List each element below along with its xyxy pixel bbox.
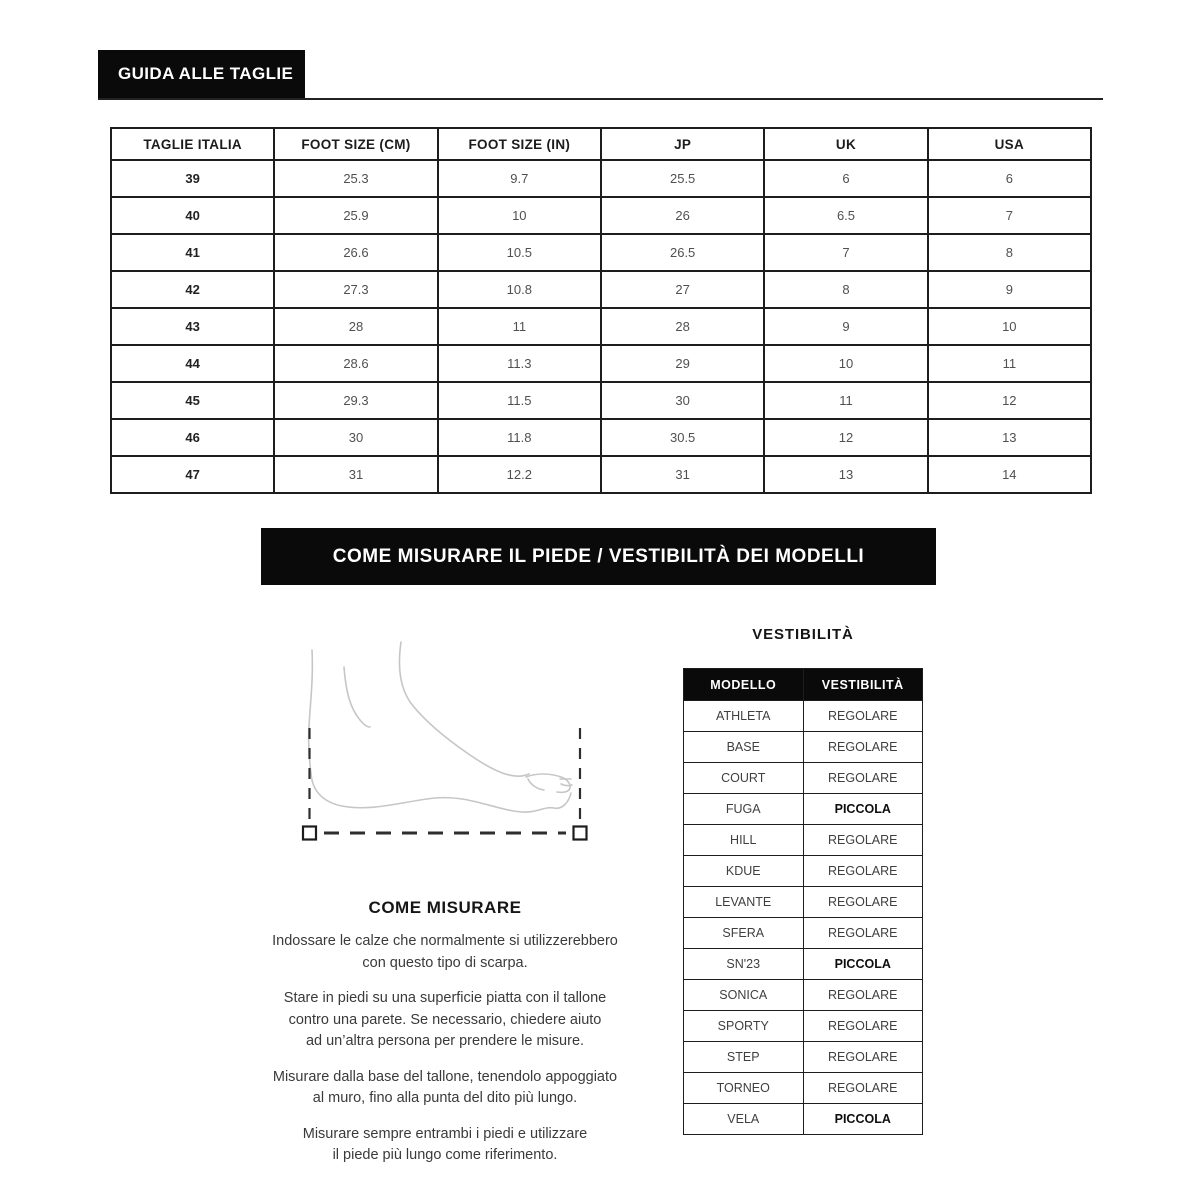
size-table-header-cell: UK bbox=[764, 128, 927, 160]
size-cell: 25.3 bbox=[274, 160, 437, 197]
size-cell: 6 bbox=[764, 160, 927, 197]
size-cell: 28 bbox=[274, 308, 437, 345]
fit-model-cell: LEVANTE bbox=[684, 887, 804, 918]
fit-table-row bbox=[684, 949, 923, 980]
fit-model-cell: SONICA bbox=[684, 980, 804, 1011]
fit-value-cell: REGOLARE bbox=[803, 763, 923, 794]
size-cell: 30 bbox=[601, 382, 764, 419]
size-cell: 26.5 bbox=[601, 234, 764, 271]
size-table-head-row bbox=[111, 128, 1091, 160]
fit-table-head-row bbox=[684, 669, 923, 701]
fit-model-cell: BASE bbox=[684, 732, 804, 763]
fit-table-row bbox=[684, 1104, 923, 1135]
fit-value-cell: REGOLARE bbox=[803, 825, 923, 856]
size-cell: 10.8 bbox=[438, 271, 601, 308]
fit-table-row bbox=[684, 763, 923, 794]
size-table-body bbox=[111, 160, 1091, 493]
fit-table-row bbox=[684, 794, 923, 825]
foot-measurement-diagram-icon bbox=[270, 600, 670, 890]
fit-value-cell: REGOLARE bbox=[803, 1042, 923, 1073]
fit-value-cell: REGOLARE bbox=[803, 980, 923, 1011]
measure-paragraph bbox=[225, 988, 665, 1053]
size-cell: 12.2 bbox=[438, 456, 601, 493]
fit-model-cell: HILL bbox=[684, 825, 804, 856]
fit-table-container bbox=[683, 668, 923, 1135]
size-cell: 11 bbox=[764, 382, 927, 419]
fit-model-cell: FUGA bbox=[684, 794, 804, 825]
fit-model-cell: ATHLETA bbox=[684, 701, 804, 732]
size-cell: 9 bbox=[764, 308, 927, 345]
measure-paragraph-line: Misurare dalla base del tallone, tenendolo appoggiato bbox=[272, 1068, 618, 1085]
size-cell: 6 bbox=[928, 160, 1091, 197]
fit-table-row bbox=[684, 732, 923, 763]
size-cell: 11 bbox=[438, 308, 601, 345]
size-cell: 6.5 bbox=[764, 197, 927, 234]
size-table-row bbox=[111, 197, 1091, 234]
size-table-row bbox=[111, 308, 1091, 345]
size-cell-italy: 44 bbox=[111, 345, 274, 382]
fit-value-cell: REGOLARE bbox=[803, 887, 923, 918]
size-cell: 25.5 bbox=[601, 160, 764, 197]
fit-model-cell: SPORTY bbox=[684, 1011, 804, 1042]
size-cell: 30 bbox=[274, 419, 437, 456]
size-cell: 7 bbox=[764, 234, 927, 271]
size-cell: 31 bbox=[601, 456, 764, 493]
fit-section-heading: VESTIBILITÀ bbox=[752, 626, 854, 643]
size-cell: 31 bbox=[274, 456, 437, 493]
fit-table-row bbox=[684, 980, 923, 1011]
fit-model-cell: SFERA bbox=[684, 918, 804, 949]
fit-table bbox=[683, 668, 923, 1135]
size-cell-italy: 39 bbox=[111, 160, 274, 197]
size-cell-italy: 45 bbox=[111, 382, 274, 419]
fit-value-cell: REGOLARE bbox=[803, 918, 923, 949]
size-cell-italy: 47 bbox=[111, 456, 274, 493]
measure-section-heading: COME MISURARE bbox=[368, 898, 522, 917]
fit-model-cell: KDUE bbox=[684, 856, 804, 887]
size-table-header-cell: FOOT SIZE (CM) bbox=[274, 128, 437, 160]
size-cell: 8 bbox=[928, 234, 1091, 271]
size-cell: 9.7 bbox=[438, 160, 601, 197]
measure-paragraph-line: Indossare le calze che normalmente si utilizzerebbero bbox=[272, 933, 618, 949]
fit-value-cell: PICCOLA bbox=[803, 794, 923, 825]
page-title: GUIDA ALLE TAGLIE bbox=[118, 64, 294, 83]
size-cell: 10.5 bbox=[438, 234, 601, 271]
size-cell-italy: 43 bbox=[111, 308, 274, 345]
measure-paragraphs bbox=[225, 931, 665, 1181]
size-cell: 14 bbox=[928, 456, 1091, 493]
size-cell: 29.3 bbox=[274, 382, 437, 419]
size-table-row bbox=[111, 419, 1091, 456]
size-cell: 30.5 bbox=[601, 419, 764, 456]
fit-value-cell: PICCOLA bbox=[803, 949, 923, 980]
size-cell: 9 bbox=[928, 271, 1091, 308]
size-table-row bbox=[111, 345, 1091, 382]
measure-paragraph-line: al muro, fino alla punta del dito più lungo. bbox=[312, 1090, 578, 1106]
fit-table-row bbox=[684, 1073, 923, 1104]
size-cell: 8 bbox=[764, 271, 927, 308]
measure-paragraph bbox=[225, 931, 665, 974]
fit-model-cell: SN'23 bbox=[684, 949, 804, 980]
section-banner-label: COME MISURARE IL PIEDE / VESTIBILITÀ DEI MODELLI bbox=[332, 545, 865, 567]
fit-value-cell: PICCOLA bbox=[803, 1104, 923, 1135]
measure-paragraph-line: Stare in piedi su una superficie piatta con il tallone bbox=[283, 990, 607, 1006]
fit-value-cell: REGOLARE bbox=[803, 732, 923, 763]
fit-value-cell: REGOLARE bbox=[803, 1073, 923, 1104]
size-cell: 11.3 bbox=[438, 345, 601, 382]
size-cell: 28 bbox=[601, 308, 764, 345]
size-table-row bbox=[111, 160, 1091, 197]
size-cell: 13 bbox=[928, 419, 1091, 456]
fit-table-row bbox=[684, 856, 923, 887]
size-table-header-cell: FOOT SIZE (IN) bbox=[438, 128, 601, 160]
size-cell: 7 bbox=[928, 197, 1091, 234]
size-cell-italy: 41 bbox=[111, 234, 274, 271]
fit-model-cell: COURT bbox=[684, 763, 804, 794]
fit-table-row bbox=[684, 918, 923, 949]
size-cell: 28.6 bbox=[274, 345, 437, 382]
size-cell: 11 bbox=[928, 345, 1091, 382]
measure-paragraph-line: con questo tipo di scarpa. bbox=[362, 954, 528, 971]
size-cell: 12 bbox=[928, 382, 1091, 419]
measure-paragraph bbox=[225, 1067, 665, 1110]
size-table-row bbox=[111, 234, 1091, 271]
size-cell: 29 bbox=[601, 345, 764, 382]
size-table-header-cell: USA bbox=[928, 128, 1091, 160]
size-cell: 10 bbox=[438, 197, 601, 234]
size-cell: 11.8 bbox=[438, 419, 601, 456]
fit-table-row bbox=[684, 701, 923, 732]
size-table-row bbox=[111, 382, 1091, 419]
size-cell: 25.9 bbox=[274, 197, 437, 234]
size-cell-italy: 40 bbox=[111, 197, 274, 234]
measure-paragraph-line: contro una parete. Se necessario, chiedere aiuto bbox=[288, 1011, 602, 1028]
size-cell: 10 bbox=[928, 308, 1091, 345]
section-banner bbox=[261, 528, 936, 585]
page-title-box bbox=[98, 50, 305, 98]
size-table-header-cell: TAGLIE ITALIA bbox=[111, 128, 274, 160]
fit-table-header-cell: VESTIBILITÀ bbox=[803, 669, 923, 701]
size-cell: 26.6 bbox=[274, 234, 437, 271]
size-table-row bbox=[111, 456, 1091, 493]
size-cell: 10 bbox=[764, 345, 927, 382]
measure-paragraph bbox=[225, 1124, 665, 1167]
size-table-header-cell: JP bbox=[601, 128, 764, 160]
fit-value-cell: REGOLARE bbox=[803, 1011, 923, 1042]
measure-paragraph-line: ad un’altra persona per prendere le misure. bbox=[305, 1033, 585, 1049]
fit-value-cell: REGOLARE bbox=[803, 701, 923, 732]
size-table-row bbox=[111, 271, 1091, 308]
fit-value-cell: REGOLARE bbox=[803, 856, 923, 887]
fit-table-row bbox=[684, 825, 923, 856]
fit-table-row bbox=[684, 1011, 923, 1042]
fit-table-row bbox=[684, 887, 923, 918]
size-cell: 26 bbox=[601, 197, 764, 234]
size-table-container bbox=[110, 127, 1092, 494]
fit-model-cell: STEP bbox=[684, 1042, 804, 1073]
fit-model-cell: TORNEO bbox=[684, 1073, 804, 1104]
size-table bbox=[110, 127, 1092, 494]
size-cell-italy: 46 bbox=[111, 419, 274, 456]
fit-model-cell: VELA bbox=[684, 1104, 804, 1135]
size-cell-italy: 42 bbox=[111, 271, 274, 308]
size-cell: 27 bbox=[601, 271, 764, 308]
size-cell: 13 bbox=[764, 456, 927, 493]
fit-table-row bbox=[684, 1042, 923, 1073]
title-underline bbox=[98, 98, 1103, 100]
size-cell: 11.5 bbox=[438, 382, 601, 419]
fit-table-header-cell: MODELLO bbox=[684, 669, 804, 701]
measure-paragraph-line: il piede più lungo come riferimento. bbox=[332, 1147, 558, 1163]
size-cell: 27.3 bbox=[274, 271, 437, 308]
measure-paragraph-line: Misurare sempre entrambi i piedi e utilizzare bbox=[302, 1125, 588, 1142]
fit-table-body bbox=[684, 701, 923, 1135]
size-cell: 12 bbox=[764, 419, 927, 456]
